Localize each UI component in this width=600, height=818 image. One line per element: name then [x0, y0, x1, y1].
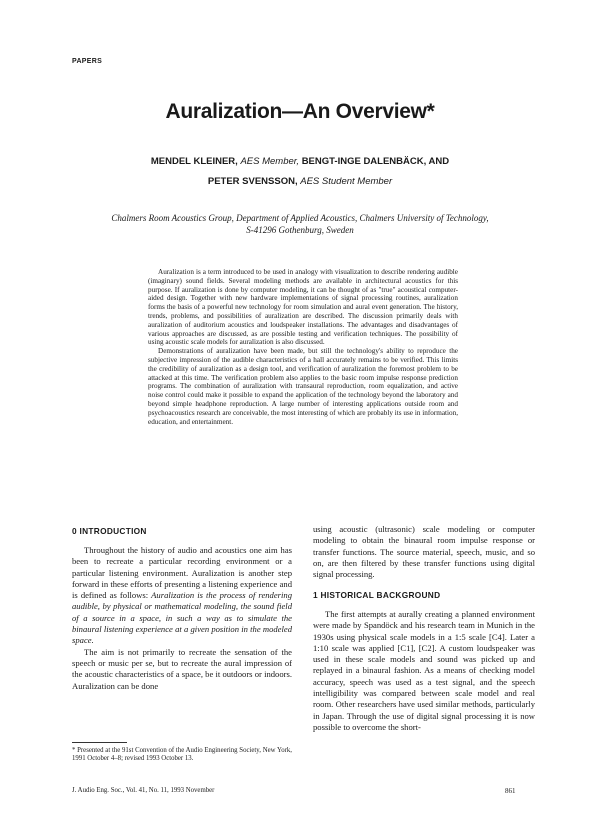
intro-paragraph-1-text: Throughout the history of audio and acoustics one aim has been to recreate a particular recording environment or a particular listening environment. Auralization is another step forward in these efforts of presenting a listening experience and is defined as follows:: [72, 545, 292, 601]
abstract: [148, 268, 458, 426]
page-number: 861: [505, 787, 516, 795]
authors-line-2: [0, 176, 600, 187]
footnote: * Presented at the 91st Convention of the Audio Engineering Society, New York, 1991 October 4–8; revised 1993 October 13.: [72, 747, 292, 763]
author-role-1: AES Member,: [240, 156, 300, 167]
intro-paragraph-1: [72, 545, 292, 647]
heading-introduction: 0 INTRODUCTION: [72, 526, 147, 536]
introduction-body: [72, 545, 292, 692]
paper-title: Auralization—An Overview*: [165, 100, 435, 123]
authors-line-1: [0, 156, 600, 167]
history-paragraph-1: The first attempts at aurally creating a planned environment were made by Spandöck and his research team in Munich in the 1930s using physical scale models in a 1:5 scale [C4]. Later a 1:10 scale was applied [C1], [C2]. A custom loudspeaker was used in these scale models and sound was picked up and replayed in a binaural fashion. As a means of checking model accuracy, speech was used as a test signal, and the speech intelligibility was compared between scale model and real room. Other researchers have used similar methods, particularly in Japan. Through the use of digital signal processing it is now possible to overcome the short-: [313, 609, 535, 732]
footnote-rule: [72, 742, 127, 743]
journal-citation: J. Audio Eng. Soc., Vol. 41, No. 11, 1993 November: [72, 787, 215, 794]
author-role-3: AES Student Member: [300, 176, 393, 187]
continuation-paragraph: using acoustic (ultrasonic) scale modeling or computer modeling to obtain the binaural room impulse response or transfer functions. The source material, speech, music, and so on, are then filtered by these transfer functions using digital signal processing.: [313, 524, 535, 580]
abstract-paragraph-1: Auralization is a term introduced to be used in analogy with visualization to describe rendering audible (imaginary) sound fields. Several modeling methods are available in architectural acoustics for this purpose. If auralization is done by computer modeling, it can be thought of as "true" acoustical computer-aided design. Together with new hardware implementations of signal processing routines, auralization forms the basis of a powerful new technology for room simulation and aural event generation. The history, trends, problems, and possibilities of auralization are described. The discussion primarily deals with auralization of auditorium acoustics and loudspeaker installations. The advantages and disadvantages of various approaches are discussed, as are possible testing and verification techniques. The possibility of using acoustic scale models for auralization is also discussed.: [148, 268, 458, 347]
author-names-1: MENDEL KLEINER,: [150, 156, 238, 167]
affiliation-line-1: Chalmers Room Acoustics Group, Department of Applied Acoustics, Chalmers University of Technology,: [111, 213, 489, 223]
affiliation: [60, 212, 540, 236]
author-names-2: BENGT-INGE DALENBÄCK, AND: [301, 156, 450, 167]
affiliation-line-2: S-41296 Gothenburg, Sweden: [246, 225, 354, 235]
right-column-continuation: [313, 524, 535, 580]
author-names-3: PETER SVENSSON,: [207, 176, 298, 187]
abstract-paragraph-2: Demonstrations of auralization have been made, but still the technology's ability to reproduce the subjective impression of the audible characteristics of a hall accurately remains to be verified. This limits the credibility of auralization as a design tool, and verification of auralization the foremost problem to be attacked at this time. The verification problem also applies to the basic room impulse response prediction programs. The combination of auralization with transaural reproduction, room equalization, and active noise control could make it possible to expand the application of the technology beyond the laboratory and beyond simple headphone reproduction. A large number of interesting applications outside room and psychoacoustics research are conceivable, the most interesting of which are probably its use in information, education, and entertainment.: [148, 347, 458, 426]
heading-historical-background: 1 HISTORICAL BACKGROUND: [313, 590, 441, 600]
auralization-definition: Auralization is the process of rendering audible, by physical or mathematical modeling, the sound field of a source in a space, in such a way as to simulate the binaural listening experience at a given position in the modeled space.: [72, 590, 292, 646]
intro-paragraph-2: The aim is not primarily to recreate the sensation of the speech or music per se, but to recreate the aural impression of the acoustic characteristics of a space, be it outdoors or indoors. Auralization can be done: [72, 646, 292, 691]
historical-background-body: [313, 609, 535, 733]
section-label: PAPERS: [72, 58, 103, 65]
